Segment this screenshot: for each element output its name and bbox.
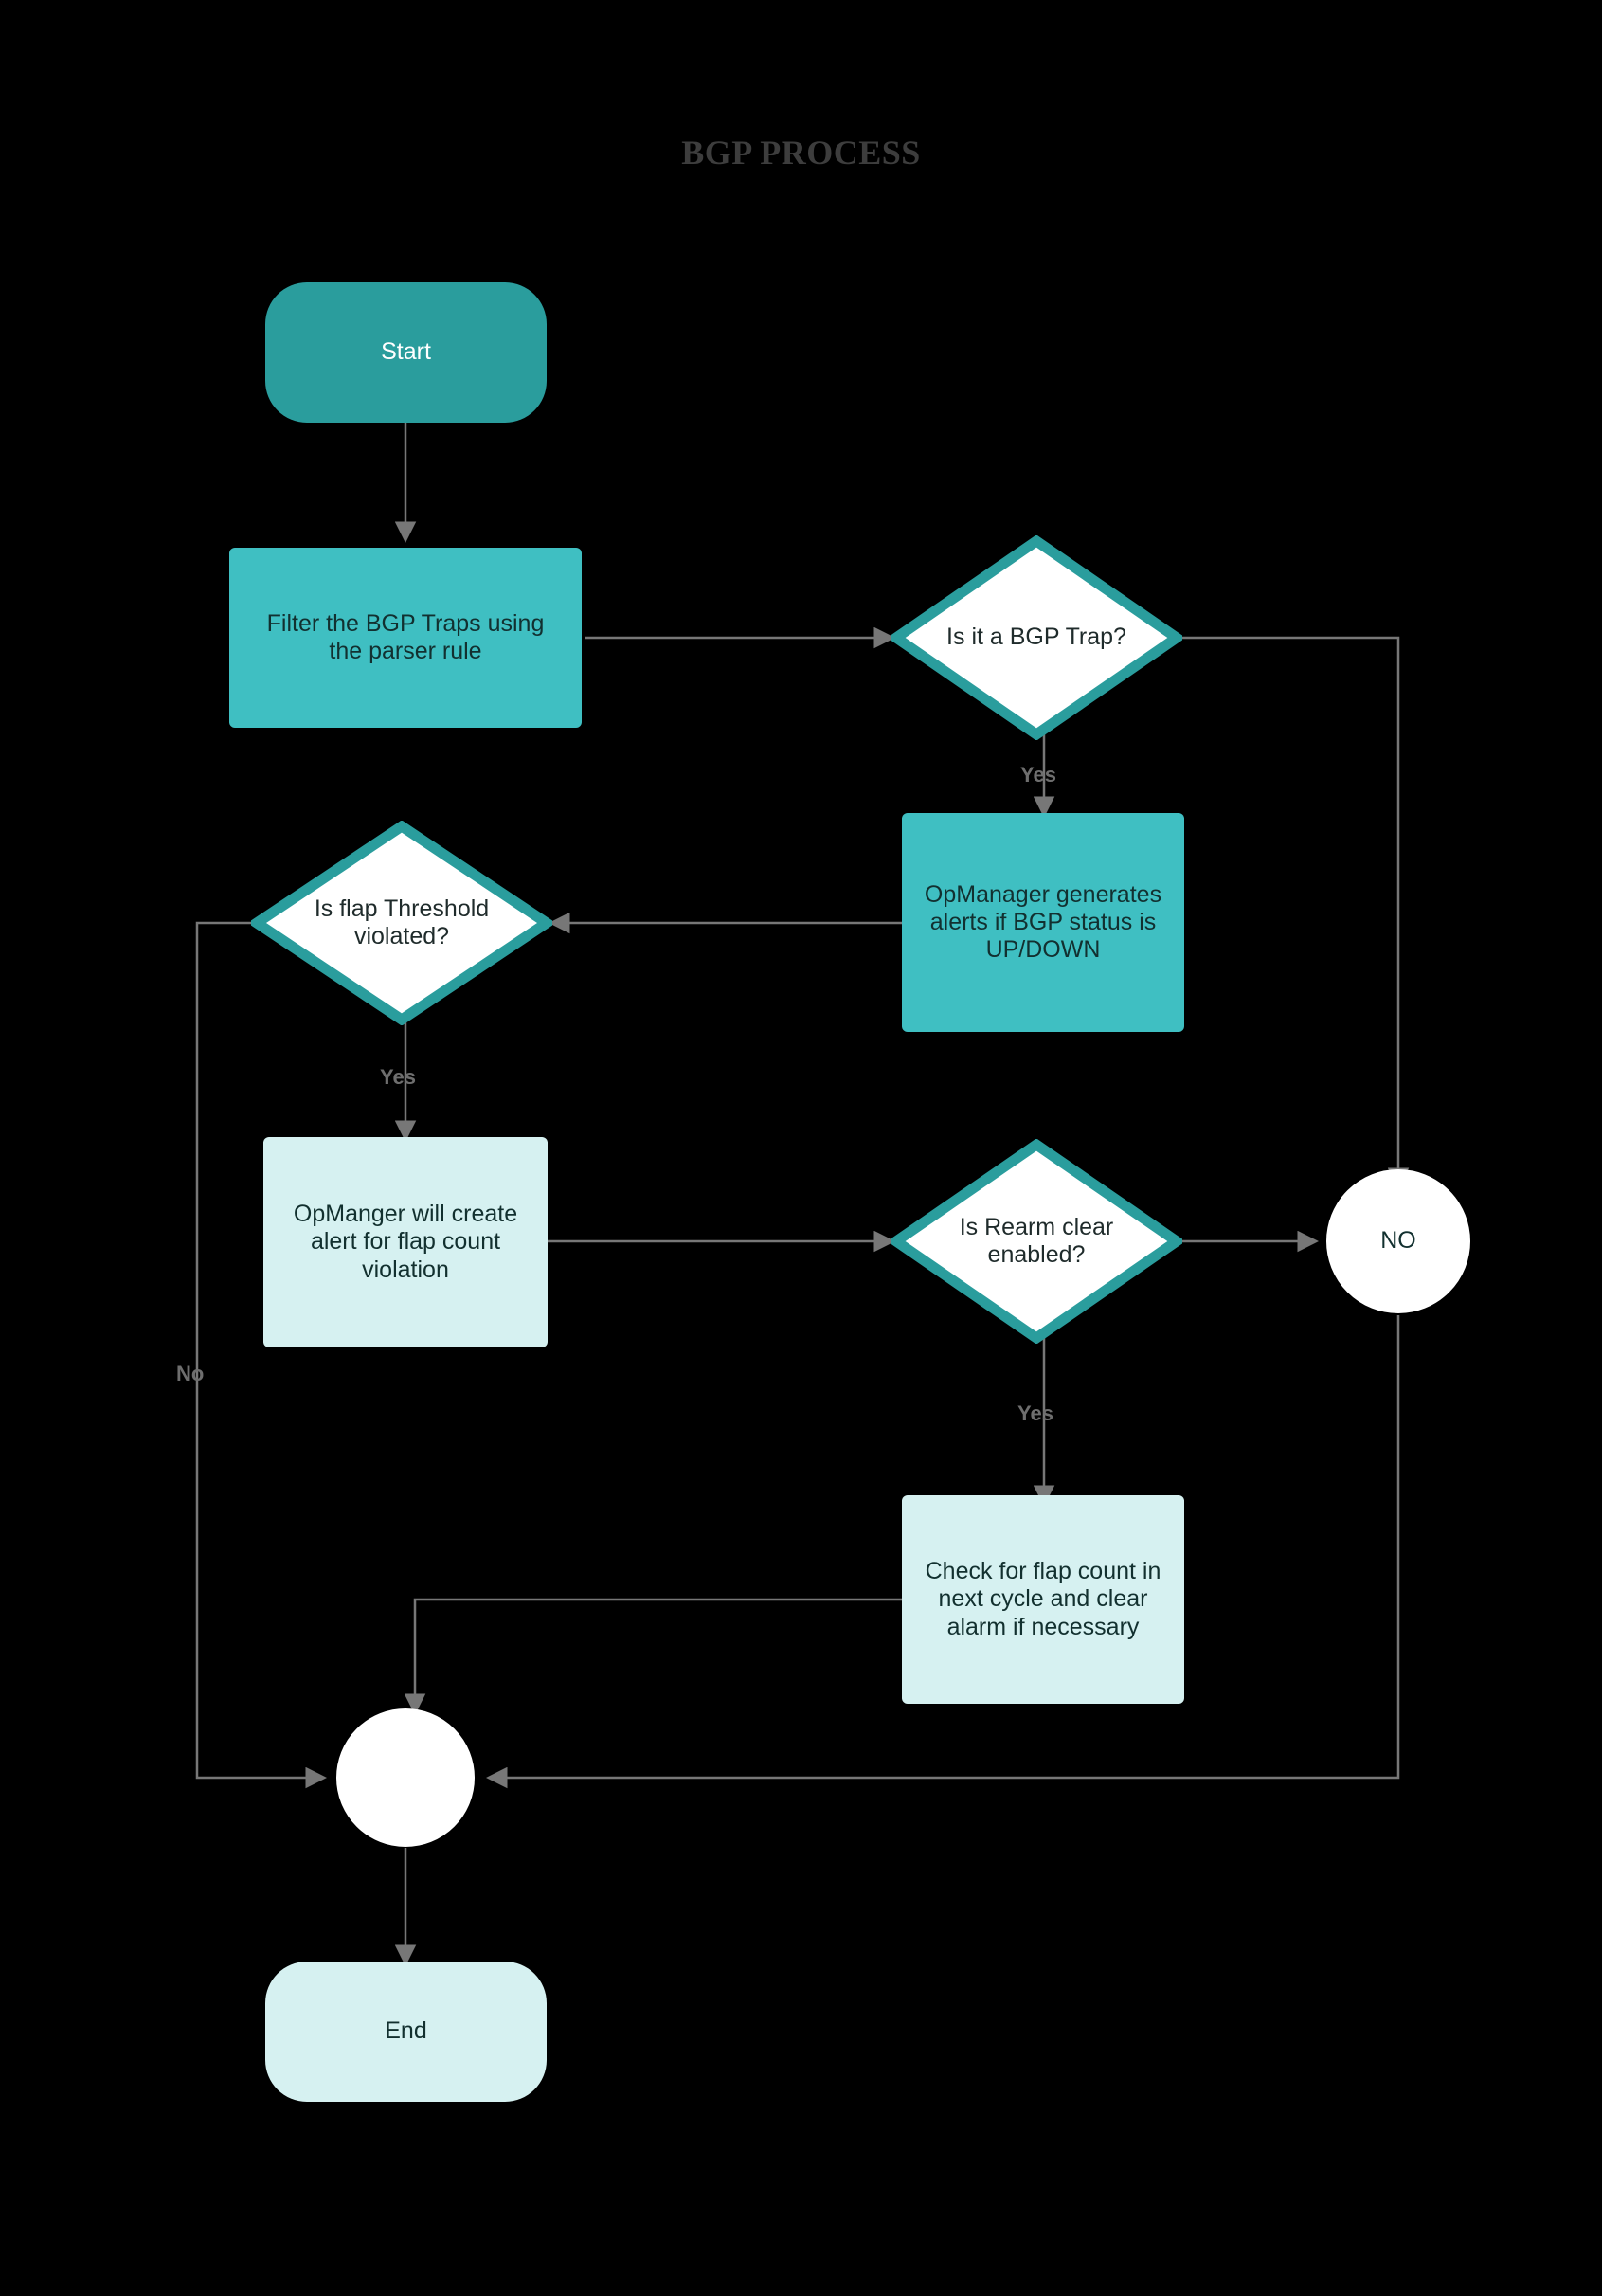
edge-label-yes-bgp-trap: Yes (1020, 763, 1056, 786)
node-end[interactable] (265, 1962, 547, 2102)
node-filter-traps-label: Filter the BGP Traps using the parser rule (266, 609, 545, 664)
edge-is-trap-no (1182, 638, 1398, 1184)
node-end-label: End (385, 2017, 427, 2045)
edge-label-yes-flap: Yes (380, 1065, 416, 1089)
edge-label-yes-rearm: Yes (1017, 1401, 1053, 1425)
node-check-flap-count-label: Check for flap count in next cycle and clear alarm if necessary (925, 1558, 1161, 1640)
node-filter-traps[interactable] (229, 548, 582, 728)
node-is-bgp-trap[interactable] (891, 535, 1182, 740)
edge-is-flap-no (197, 923, 322, 1778)
node-is-rearm-clear-label: Is Rearm clear enabled? (959, 1213, 1114, 1268)
node-no-circle-label: NO (1380, 1227, 1416, 1255)
node-start-label: Start (381, 338, 431, 366)
node-opmanger-create-alert-label: OpManger will create alert for flap count violation (293, 1201, 518, 1283)
node-opmanager-generates-label: OpManager generates alerts if BGP status is UP/DOWN (924, 880, 1162, 964)
page-title: BGP PROCESS (681, 134, 921, 172)
node-join-circle[interactable] (336, 1708, 475, 1847)
node-is-flap-threshold[interactable] (251, 821, 552, 1025)
node-is-rearm-clear[interactable] (891, 1139, 1182, 1344)
edge-label-no-flap: No (176, 1362, 205, 1385)
node-check-flap-count[interactable] (902, 1495, 1184, 1704)
node-opmanger-create-alert[interactable] (263, 1137, 548, 1347)
node-start[interactable] (265, 282, 547, 423)
edge-check-to-join (415, 1600, 902, 1710)
node-opmanager-generates[interactable] (902, 813, 1184, 1032)
node-is-bgp-trap-label: Is it a BGP Trap? (946, 624, 1126, 651)
node-is-flap-threshold-label: Is flap Threshold violated? (314, 895, 490, 949)
node-no-circle[interactable] (1326, 1169, 1470, 1313)
